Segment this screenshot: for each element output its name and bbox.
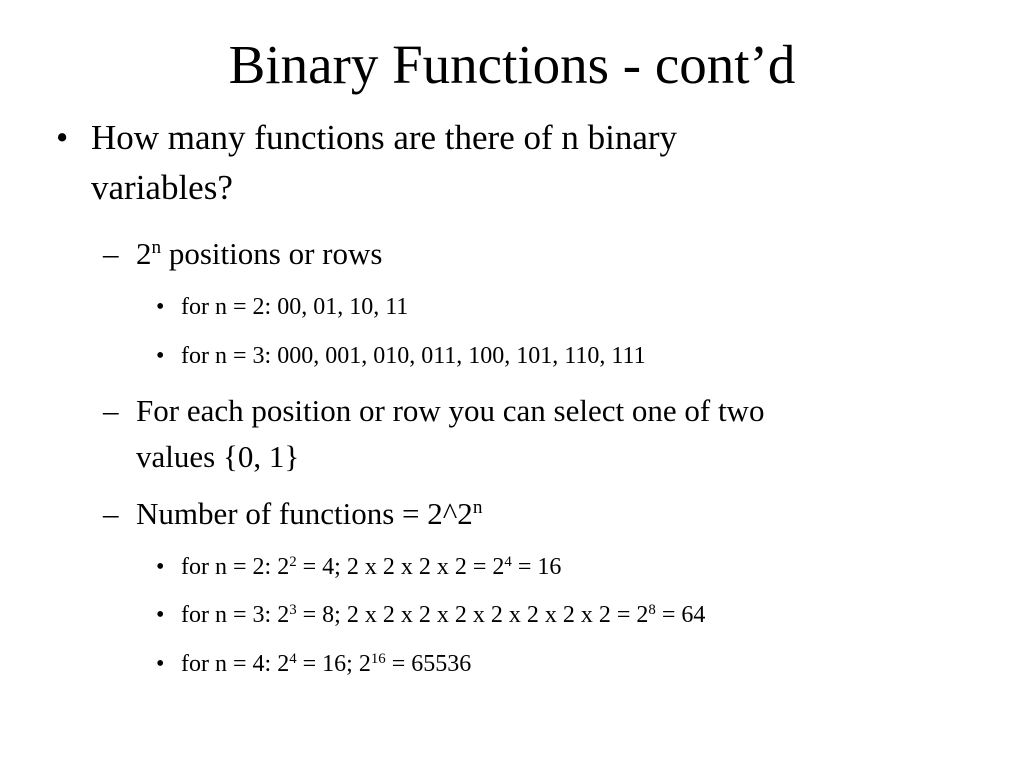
example-n4	[181, 649, 471, 679]
dash-marker: –	[103, 393, 119, 428]
example-exponent: 4	[504, 553, 512, 570]
bullet-marker: •	[156, 602, 165, 628]
example-text: = 8; 2 x 2 x 2 x 2 x 2 x 2 x 2 x 2 = 2	[296, 602, 649, 628]
example-text: = 4; 2 x 2 x 2 x 2 = 2	[296, 554, 505, 580]
dash-marker: –	[103, 236, 119, 271]
numfunc-text: Number of functions = 2^2	[136, 496, 473, 531]
bullet-marker: •	[156, 343, 165, 369]
positions-exponent: n	[151, 237, 162, 259]
example-text: = 65536	[385, 651, 472, 677]
positions-base: 2	[136, 236, 152, 271]
bullet-marker: •	[156, 554, 165, 580]
example-n2	[181, 552, 561, 582]
positions-text: positions or rows	[161, 236, 383, 271]
bullet-marker: •	[156, 651, 165, 677]
example-text: for n = 4: 2	[181, 651, 290, 677]
example-text: for n = 3: 2	[181, 602, 290, 628]
select-line-2: values {0, 1}	[136, 439, 300, 474]
rows-n2: for n = 2: 00, 01, 10, 11	[181, 294, 409, 320]
slide-title: Binary Functions - cont’d	[228, 34, 796, 95]
example-exponent: 8	[648, 601, 656, 618]
numfunc-exponent: n	[472, 497, 483, 519]
positions-item	[136, 236, 382, 272]
example-exponent: 3	[289, 601, 297, 618]
question-line-1: How many functions are there of n binary	[91, 118, 678, 157]
numfunc-item	[136, 496, 482, 532]
example-exponent: 4	[289, 650, 297, 667]
bullet-marker: •	[56, 118, 69, 157]
rows-n3: for n = 3: 000, 001, 010, 011, 100, 101, 110, 111	[181, 343, 646, 369]
question-line-2: variables?	[91, 168, 233, 207]
dash-marker: –	[103, 496, 119, 531]
bullet-marker: •	[156, 294, 165, 320]
example-n3	[181, 600, 705, 630]
example-exponent: 2	[289, 553, 297, 570]
example-text: = 16	[511, 554, 562, 580]
example-text: = 16; 2	[296, 651, 371, 677]
example-text: for n = 2: 2	[181, 554, 290, 580]
example-exponent: 16	[370, 650, 386, 667]
example-text: = 64	[655, 602, 706, 628]
select-line-1: For each position or row you can select one of two	[136, 393, 765, 428]
